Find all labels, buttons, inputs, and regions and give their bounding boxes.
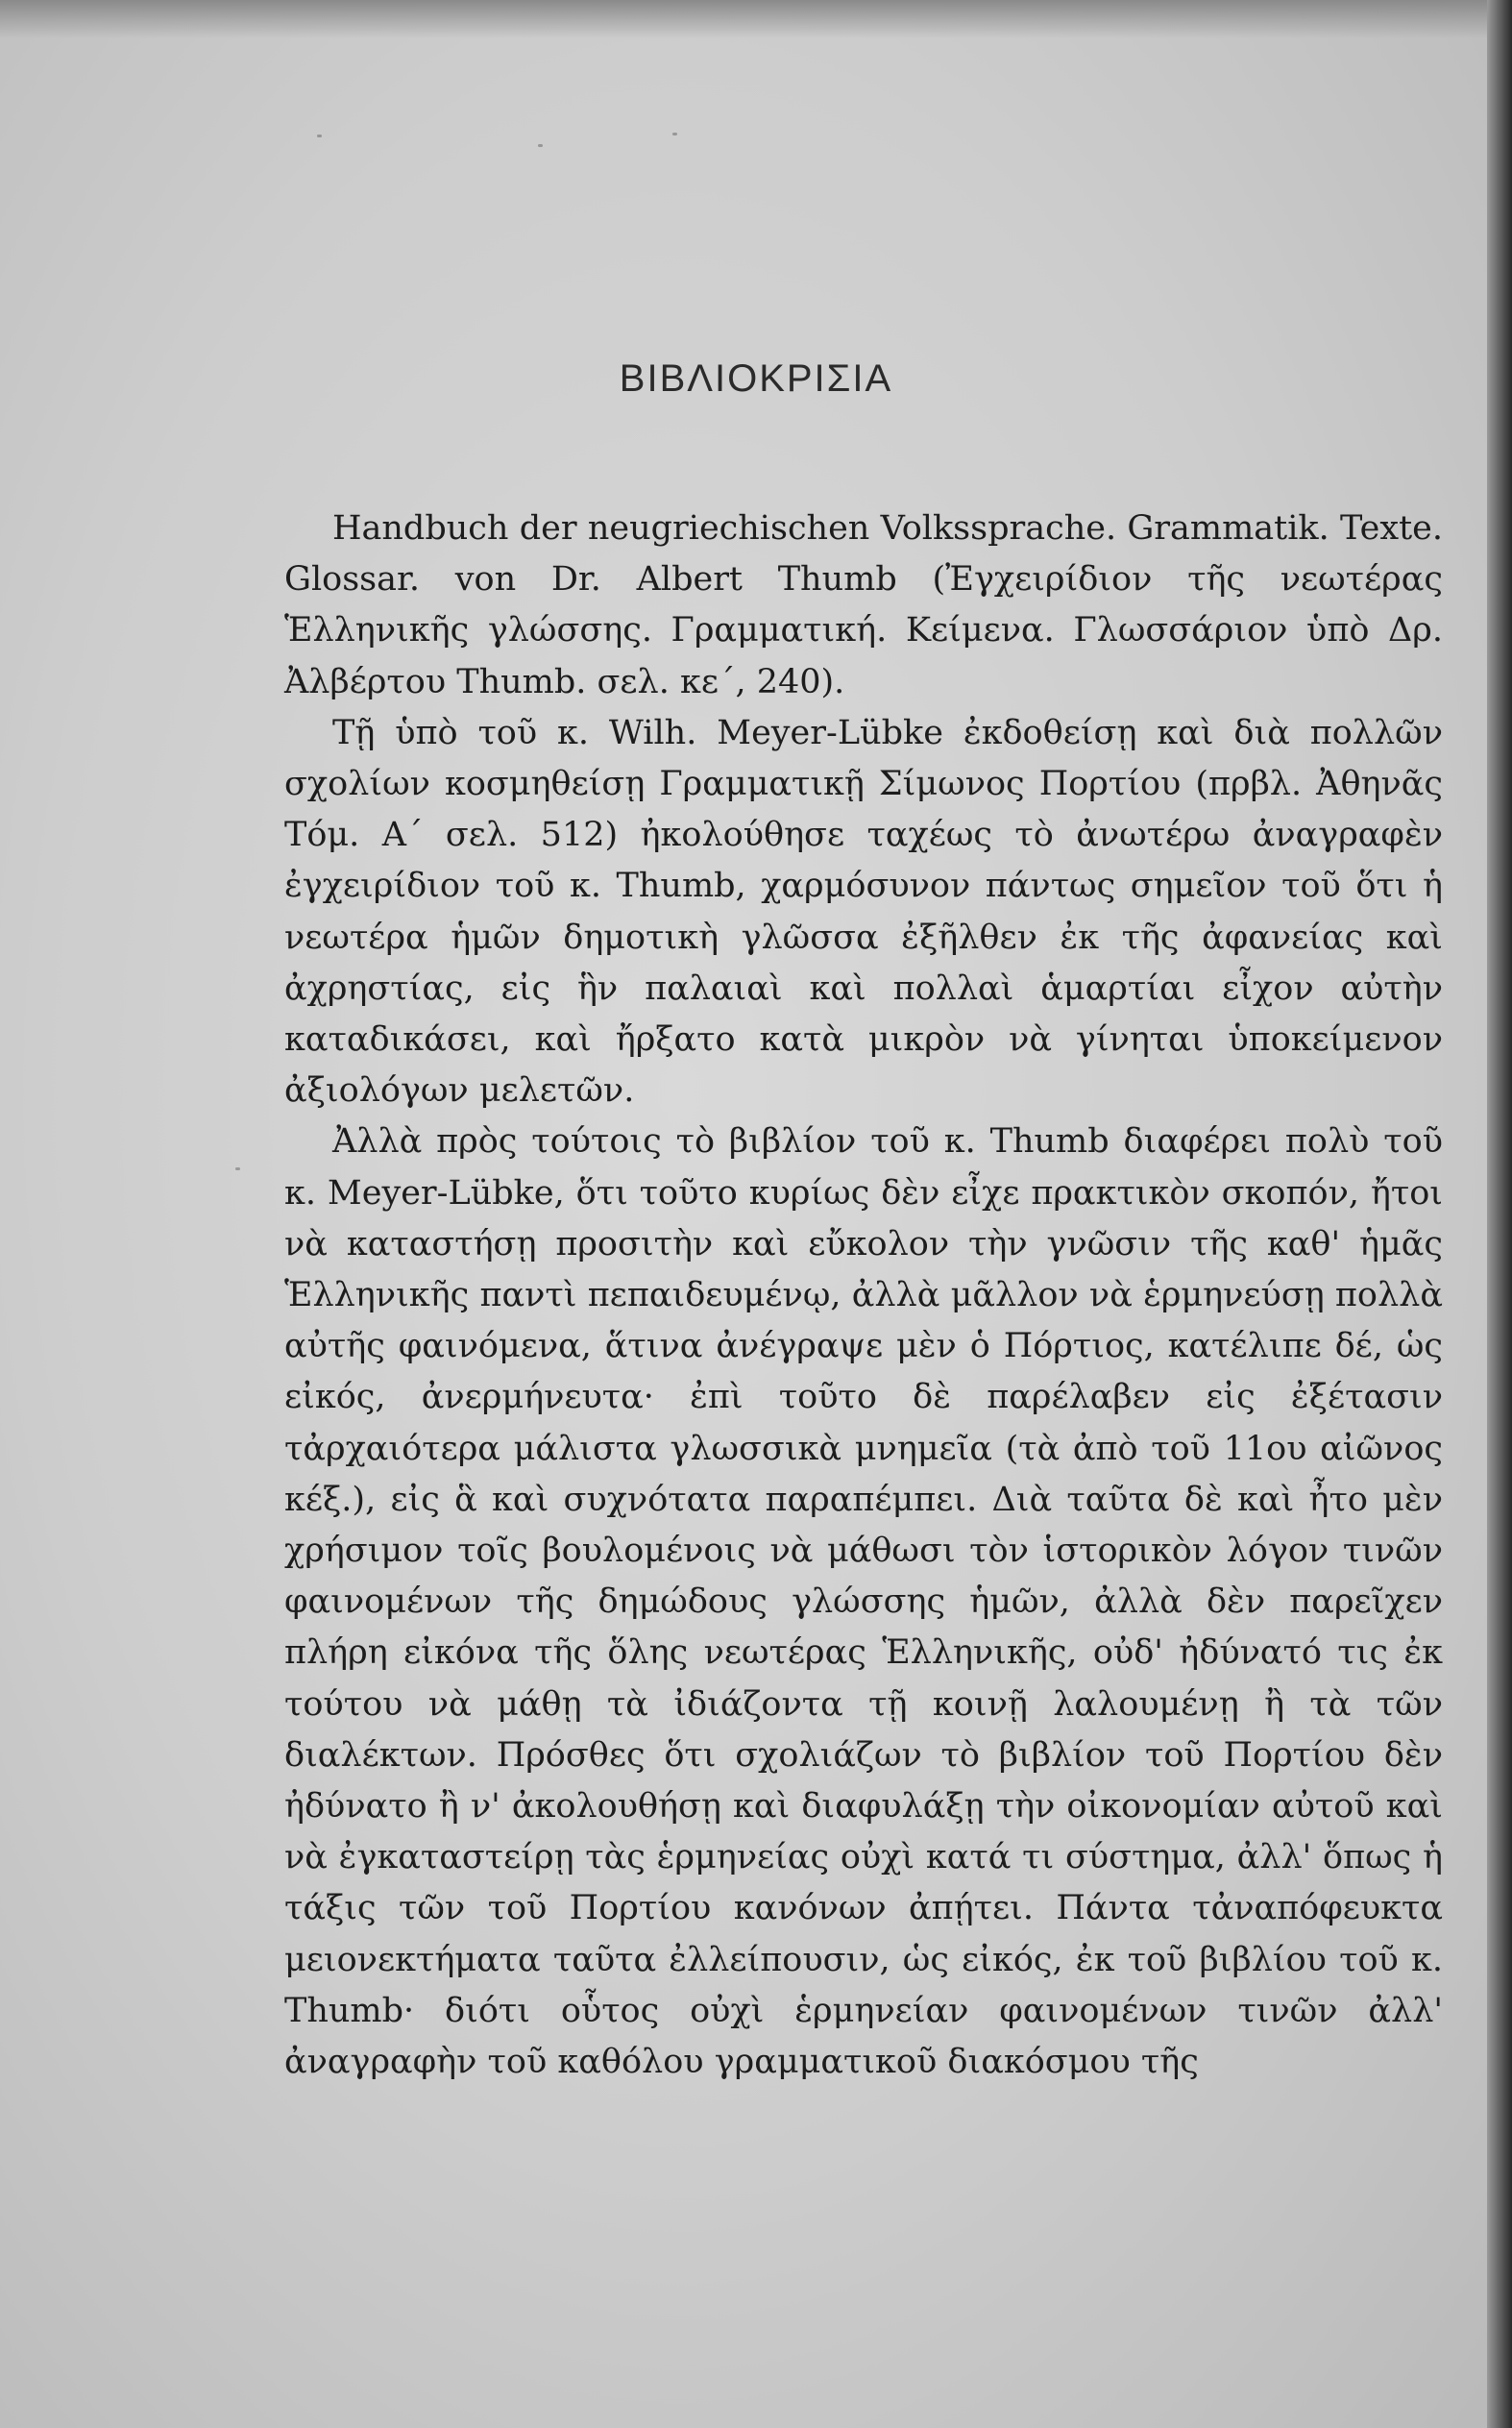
page-heading: ΒΙΒΛΙΟΚΡΙΣΙΑ	[619, 357, 893, 400]
print-speck	[538, 144, 543, 147]
citation-paragraph: Handbuch der neugriechischen Volkssprache. Grammatik. Texte. Glossar. von Dr. Albert Thumb (Ἐγχειρίδιον τῆς νεωτέρας Ἑλληνικῆς γλώσσης. Γραμματική. Κείμενα. Γλωσσάριον ὑπὸ Δρ. Ἀλβέρτου Thumb. σελ. κε΄, 240).	[284, 509, 1443, 701]
page-top-shadow	[0, 0, 1512, 38]
body-paragraph: Τῇ ὑπὸ τοῦ κ. Wilh. Meyer-Lübke ἐκδοθείσῃ καὶ διὰ πολλῶν σχολίων κοσμηθείσῃ Γραμματικῇ Σίμωνος Πορτίου (πρβλ. Ἀθηνᾶς Τόμ. Α΄ σελ. 512) ἠκολούθησε ταχέως τὸ ἀνωτέρω ἀναγραφὲν ἐγχειρίδιον τοῦ κ. Thumb, χαρμόσυνον πάντως σημεῖον τοῦ ὅτι ἡ νεωτέρα ἡμῶν δημοτικὴ γλῶσσα ἐξῆλθεν ἐκ τῆς ἀφανείας καὶ ἀχρηστίας, εἰς ἣν παλαιαὶ καὶ πολλαὶ ἁμαρτίαι εἶχον αὐτὴν καταδικάσει, καὶ ἤρξατο κατὰ μικρὸν νὰ γίνηται ὑποκείμενον ἀξιολόγων μελετῶν.	[284, 713, 1443, 1111]
print-speck	[672, 133, 677, 135]
review-text	[284, 503, 1443, 2088]
body-paragraph: Ἀλλὰ πρὸς τούτοις τὸ βιβλίον τοῦ κ. Thumb διαφέρει πολὺ τοῦ κ. Meyer-Lübke, ὅτι τοῦτο κυρίως δὲν εἶχε πρακτικὸν σκοπόν, ἤτοι νὰ καταστήσῃ προσιτὴν καὶ εὔκολον τὴν γνῶσιν τῆς καθ' ἡμᾶς Ἑλληνικῆς παντὶ πεπαιδευμένῳ, ἀλλὰ μᾶλλον νὰ ἑρμηνεύσῃ πολλὰ αὐτῆς φαινόμενα, ἅτινα ἀνέγραψε μὲν ὁ Πόρτιος, κατέλιπε δέ, ὡς εἰκός, ἀνερμήνευτα· ἐπὶ τοῦτο δὲ παρέλαβεν εἰς ἐξέτασιν τἀρχαιότερα μάλιστα γλωσσικὰ μνημεῖα (τὰ ἀπὸ τοῦ 11ου αἰῶνος κέξ.), εἰς ἃ καὶ συχνότατα παραπέμπει. Διὰ ταῦτα δὲ καὶ ἦτο μὲν χρήσιμον τοῖς βουλομένοις νὰ μάθωσι τὸν ἱστορικὸν λόγον τινῶν φαινομένων τῆς δημώδους γλώσσης ἡμῶν, ἀλλὰ δὲν παρεῖχεν πλήρη εἰκόνα τῆς ὅλης νεωτέρας Ἑλληνικῆς, οὐδ' ἠδύνατό τις ἐκ τούτου νὰ μάθῃ τὰ ἰδιάζοντα τῇ κοινῇ λαλουμένῃ ἢ τὰ τῶν διαλέκτων. Πρόσθες ὅτι σχολιάζων τὸ βιβλίον τοῦ Πορτίου δὲν ἠδύνατο ἢ ν' ἀκολουθήσῃ καὶ διαφυλάξῃ τὴν οἰκονομίαν αὐτοῦ καὶ νὰ ἐγκαταστείρῃ τὰς ἑρμηνείας οὐχὶ κατά τι σύστημα, ἀλλ' ὅπως ἡ τάξις τῶν τοῦ Πορτίου κανόνων ἀπῄτει. Πάντα τἀναπόφευκτα μειονεκτήματα ταῦτα ἐλλείπουσιν, ὡς εἰκός, ἐκ τοῦ βιβλίου τοῦ κ. Thumb· διότι οὗτος οὐχὶ ἑρμηνείαν φαινομένων τινῶν ἀλλ' ἀναγραφὴν τοῦ καθόλου γραμματικοῦ διακόσμου τῆς	[284, 1122, 1443, 2082]
print-speck	[235, 1167, 240, 1170]
print-speck	[317, 135, 322, 137]
